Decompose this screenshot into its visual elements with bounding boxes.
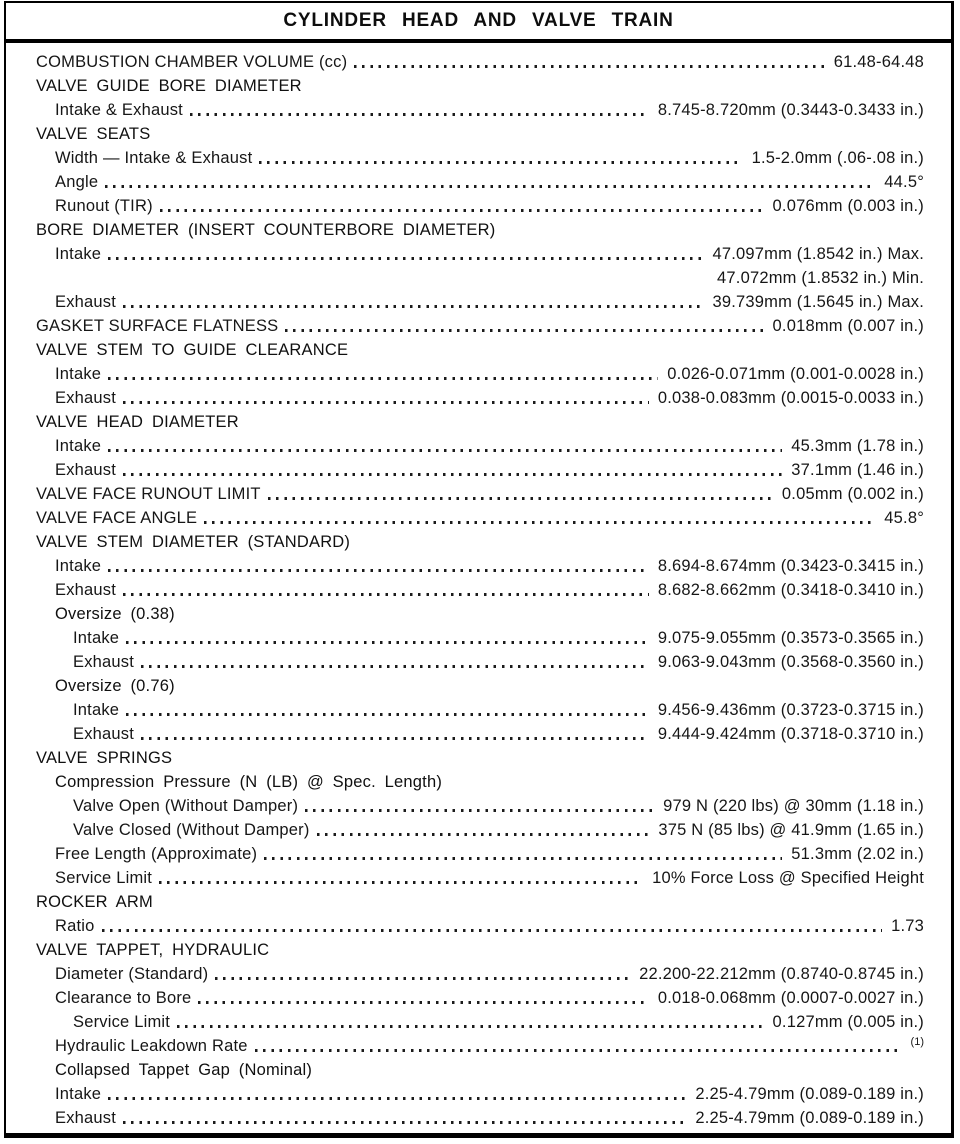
spec-row: [36, 288, 924, 312]
dot-leader: [126, 641, 649, 644]
footnote-marker: (1): [910, 1036, 924, 1048]
section-header-row: [36, 408, 924, 432]
section-header-row: [36, 936, 924, 960]
spec-value: 9.456-9.436mm (0.3723-0.3715 in.): [657, 701, 924, 719]
spec-value: 1.73: [891, 917, 924, 935]
section-header-label: VALVE GUIDE BORE DIAMETER: [36, 77, 302, 95]
section-header-label: Collapsed Tappet Gap (Nominal): [55, 1061, 313, 1079]
spec-row: [36, 1008, 924, 1032]
spec-row: [36, 720, 924, 744]
section-header-row: [36, 768, 924, 792]
spec-label: Exhaust: [55, 461, 117, 479]
spec-value: 22.200-22.212mm (0.8740-0.8745 in.): [639, 965, 924, 983]
spec-value: 2.25-4.79mm (0.089-0.189 in.): [695, 1085, 924, 1103]
spec-row: [36, 240, 924, 264]
spec-row: [36, 984, 924, 1008]
spec-value: 10% Force Loss @ Specified Height: [652, 869, 924, 887]
spec-label: Intake: [55, 557, 102, 575]
spec-row: [36, 624, 924, 648]
spec-row: [36, 384, 924, 408]
page-frame: [4, 1, 954, 1138]
section-header-label: ROCKER ARM: [36, 893, 153, 911]
spec-row: [36, 1032, 924, 1056]
spec-row: [36, 864, 924, 888]
spec-label: Ratio: [55, 917, 95, 935]
spec-label: Runout (TIR): [55, 197, 153, 215]
spec-table: [6, 43, 951, 1133]
dot-leader: [105, 185, 875, 188]
dot-leader: [123, 593, 649, 596]
spec-row: [36, 360, 924, 384]
spec-label: Intake & Exhaust: [55, 101, 183, 119]
spec-label: Free Length (Approximate): [55, 845, 258, 863]
dot-leader: [190, 113, 649, 116]
dot-leader: [317, 833, 650, 836]
spec-label: Angle: [55, 173, 99, 191]
spec-row: [36, 792, 924, 816]
dot-leader: [108, 449, 782, 452]
spec-label: Exhaust: [55, 581, 117, 599]
dot-leader: [159, 881, 643, 884]
dot-leader: [215, 977, 630, 980]
dot-leader: [102, 929, 883, 932]
spec-label: Hydraulic Leakdown Rate: [55, 1037, 248, 1055]
title-bar: [6, 3, 951, 43]
spec-value: 9.444-9.424mm (0.3718-0.3710 in.): [657, 725, 924, 743]
dot-leader: [108, 257, 703, 260]
dot-leader: [160, 209, 764, 212]
spec-value: 979 N (220 lbs) @ 30mm (1.18 in.): [663, 797, 924, 815]
spec-value: 8.694-8.674mm (0.3423-0.3415 in.): [657, 557, 924, 575]
spec-label: Exhaust: [73, 725, 135, 743]
spec-row: [36, 504, 924, 528]
spec-label: VALVE FACE ANGLE: [36, 509, 198, 527]
spec-label: COMBUSTION CHAMBER VOLUME (cc): [36, 53, 348, 71]
section-header-row: [36, 528, 924, 552]
spec-label: Intake: [73, 629, 120, 647]
dot-leader: [108, 569, 649, 572]
dot-leader: [285, 329, 763, 332]
section-header-label: VALVE SPRINGS: [36, 749, 173, 767]
spec-value: 44.5°: [884, 173, 924, 191]
section-header-label: BORE DIAMETER (INSERT COUNTERBORE DIAMETER): [36, 221, 496, 239]
spec-row: [36, 960, 924, 984]
spec-value: 2.25-4.79mm (0.089-0.189 in.): [695, 1109, 924, 1127]
dot-leader: [123, 305, 703, 308]
spec-row: [36, 576, 924, 600]
spec-value: 0.018mm (0.007 in.): [772, 317, 924, 335]
spec-row: [36, 168, 924, 192]
spec-value: 8.682-8.662mm (0.3418-0.3410 in.): [657, 581, 924, 599]
spec-label: Exhaust: [55, 389, 117, 407]
spec-label: Exhaust: [55, 293, 117, 311]
page-title: CYLINDER HEAD AND VALVE TRAIN: [283, 10, 674, 31]
section-header-label: VALVE HEAD DIAMETER: [36, 413, 239, 431]
spec-row: [36, 312, 924, 336]
section-header-label: VALVE STEM DIAMETER (STANDARD): [36, 533, 351, 551]
spec-value: 8.745-8.720mm (0.3443-0.3433 in.): [657, 101, 924, 119]
spec-value: 47.097mm (1.8542 in.) Max.: [712, 245, 924, 263]
spec-value: 39.739mm (1.5645 in.) Max.: [712, 293, 924, 311]
leader-spacer: [62, 281, 708, 284]
spec-row: [36, 144, 924, 168]
spec-row: [36, 480, 924, 504]
dot-leader: [198, 1001, 648, 1004]
spec-row: [36, 696, 924, 720]
dot-leader: [255, 1049, 902, 1052]
spec-row: [36, 264, 924, 288]
dot-leader: [354, 65, 824, 68]
section-header-label: Compression Pressure (N (LB) @ Spec. Length): [55, 773, 443, 791]
section-header-row: [36, 600, 924, 624]
spec-value: 37.1mm (1.46 in.): [791, 461, 924, 479]
spec-label: Service Limit: [73, 1013, 171, 1031]
spec-value: 9.075-9.055mm (0.3573-0.3565 in.): [657, 629, 924, 647]
dot-leader: [108, 1097, 686, 1100]
section-header-label: VALVE STEM TO GUIDE CLEARANCE: [36, 341, 349, 359]
dot-leader: [141, 665, 649, 668]
spec-label: VALVE FACE RUNOUT LIMIT: [36, 485, 261, 503]
spec-row: [36, 816, 924, 840]
spec-value: 45.8°: [884, 509, 924, 527]
spec-row: [36, 192, 924, 216]
spec-row: [36, 432, 924, 456]
spec-label: Valve Open (Without Damper): [73, 797, 299, 815]
spec-label: Service Limit: [55, 869, 153, 887]
spec-label: Intake: [55, 1085, 102, 1103]
section-header-label: Oversize (0.38): [55, 605, 175, 623]
dot-leader: [264, 857, 782, 860]
spec-value: 0.038-0.083mm (0.0015-0.0033 in.): [657, 389, 924, 407]
spec-label: Width — Intake & Exhaust: [55, 149, 253, 167]
spec-label: Exhaust: [55, 1109, 117, 1127]
dot-leader: [123, 473, 782, 476]
spec-value: 0.076mm (0.003 in.): [772, 197, 924, 215]
spec-label: Exhaust: [73, 653, 135, 671]
dot-leader: [108, 377, 658, 380]
spec-label: Intake: [55, 365, 102, 383]
dot-leader: [268, 497, 773, 500]
dot-leader: [259, 161, 742, 164]
spec-value: 375 N (85 lbs) @ 41.9mm (1.65 in.): [658, 821, 924, 839]
section-header-row: [36, 1056, 924, 1080]
dot-leader: [141, 737, 649, 740]
section-header-row: [36, 216, 924, 240]
spec-row: [36, 912, 924, 936]
section-header-label: VALVE TAPPET, HYDRAULIC: [36, 941, 270, 959]
spec-value: 61.48-64.48: [833, 53, 924, 71]
dot-leader: [123, 401, 649, 404]
section-header-row: [36, 72, 924, 96]
dot-leader: [123, 1121, 686, 1124]
spec-value: 47.072mm (1.8532 in.) Min.: [717, 269, 924, 287]
dot-leader: [126, 713, 649, 716]
spec-value: 51.3mm (2.02 in.): [791, 845, 924, 863]
section-header-row: [36, 336, 924, 360]
spec-value: 0.127mm (0.005 in.): [772, 1013, 924, 1031]
spec-row: [36, 840, 924, 864]
spec-label: Intake: [73, 701, 120, 719]
spec-value: 9.063-9.043mm (0.3568-0.3560 in.): [657, 653, 924, 671]
spec-row: [36, 1080, 924, 1104]
spec-row: [36, 552, 924, 576]
spec-value: 0.018-0.068mm (0.0007-0.0027 in.): [657, 989, 924, 1007]
dot-leader: [177, 1025, 763, 1028]
spec-value: 0.026-0.071mm (0.001-0.0028 in.): [667, 365, 924, 383]
spec-row: [36, 456, 924, 480]
spec-label: Valve Closed (Without Damper): [73, 821, 310, 839]
spec-label: Intake: [55, 245, 102, 263]
spec-row: [36, 48, 924, 72]
dot-leader: [305, 809, 654, 812]
spec-row: [36, 648, 924, 672]
spec-value: 0.05mm (0.002 in.): [781, 485, 924, 503]
spec-label: Clearance to Bore: [55, 989, 192, 1007]
section-header-label: Oversize (0.76): [55, 677, 175, 695]
spec-value: 1.5-2.0mm (.06-.08 in.): [751, 149, 924, 167]
section-header-row: [36, 120, 924, 144]
spec-row: [36, 1104, 924, 1128]
spec-label: GASKET SURFACE FLATNESS: [36, 317, 279, 335]
section-header-label: VALVE SEATS: [36, 125, 151, 143]
spec-value: 45.3mm (1.78 in.): [791, 437, 924, 455]
section-header-row: [36, 744, 924, 768]
spec-label: Intake: [55, 437, 102, 455]
spec-row: [36, 96, 924, 120]
spec-label: Diameter (Standard): [55, 965, 209, 983]
dot-leader: [204, 521, 875, 524]
section-header-row: [36, 672, 924, 696]
section-header-row: [36, 888, 924, 912]
